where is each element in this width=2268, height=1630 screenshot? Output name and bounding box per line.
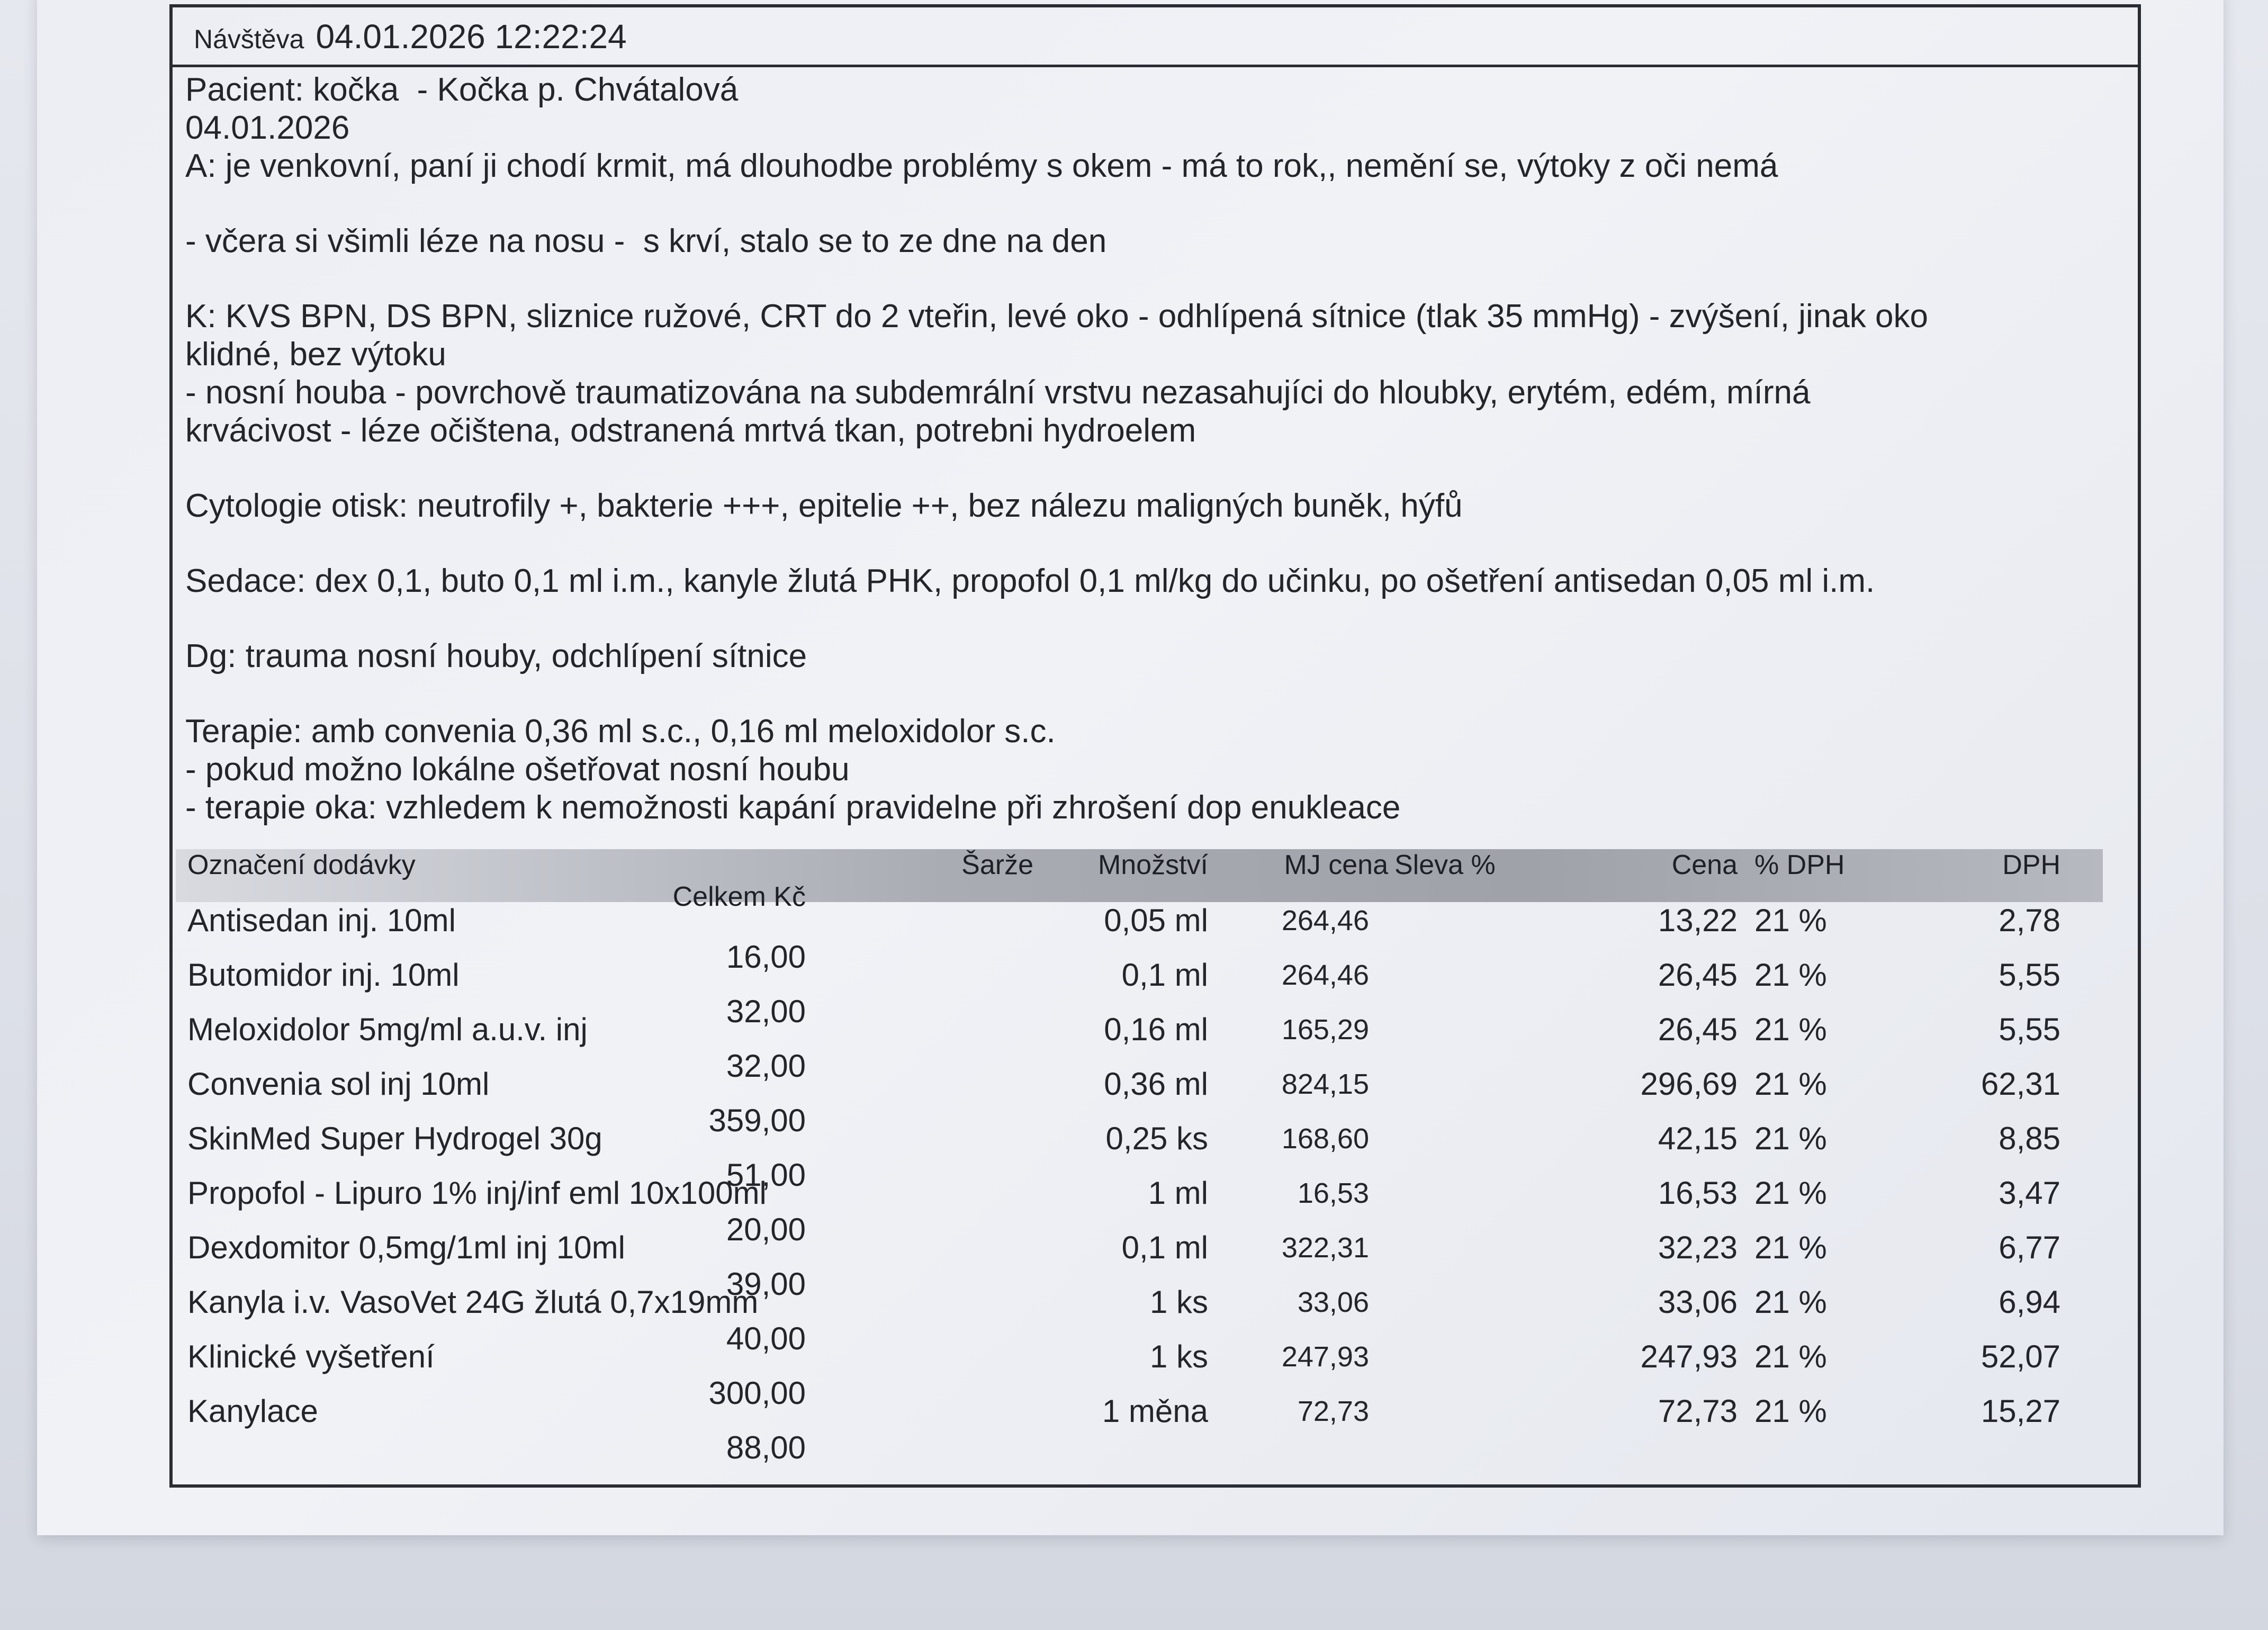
item-name: Butomidor inj. 10ml (187, 957, 460, 993)
item-unit-price: 824,15 (1281, 1068, 1369, 1100)
header-price: Cena (1671, 850, 1738, 880)
visit-label: Návštěva (194, 24, 304, 54)
header-batch: Šarže (961, 850, 1033, 880)
item-unit-price: 168,60 (1281, 1122, 1369, 1155)
record-spacer (185, 525, 2123, 562)
item-qty: 0,36 ml (1104, 1066, 1208, 1102)
item-vat-rate: 21 % (1754, 957, 1827, 993)
item-vat-rate: 21 % (1754, 1284, 1827, 1320)
items-table-header (176, 849, 2103, 912)
header-name: Označení dodávky (187, 850, 416, 880)
table-row (176, 1175, 2103, 1247)
item-name: Convenia sol inj 10ml (187, 1066, 490, 1102)
item-vat: 2,78 (1999, 903, 2060, 938)
item-unit-price: 165,29 (1281, 1013, 1369, 1046)
record-line: - pokud možno lokálne ošetřovat nosní houbu (185, 751, 850, 788)
item-qty: 1 ml (1148, 1175, 1208, 1211)
header-unit-price: MJ cena (1284, 850, 1388, 880)
item-price: 32,23 (1658, 1230, 1738, 1265)
item-price: 26,45 (1658, 957, 1738, 993)
item-vat: 5,55 (1999, 957, 2060, 993)
item-unit-price: 33,06 (1297, 1286, 1369, 1318)
item-price: 33,06 (1658, 1284, 1738, 1320)
header-qty: Množství (1097, 850, 1208, 880)
record-line: Pacient: kočka - Kočka p. Chvátalová (185, 71, 739, 108)
item-price: 72,73 (1658, 1393, 1738, 1429)
item-price: 26,45 (1658, 1012, 1738, 1047)
table-row (176, 1284, 2103, 1356)
table-row (176, 957, 2103, 1029)
item-total: 300,00 (708, 1375, 806, 1411)
item-vat-rate: 21 % (1754, 1230, 1827, 1265)
item-vat-rate: 21 % (1754, 1339, 1827, 1374)
item-vat: 8,85 (1999, 1121, 2060, 1156)
item-vat: 6,77 (1999, 1230, 2060, 1265)
item-vat: 52,07 (1981, 1339, 2060, 1374)
clinical-record (185, 71, 2123, 827)
item-name: Antisedan inj. 10ml (187, 903, 456, 938)
item-vat-rate: 21 % (1754, 1175, 1827, 1211)
item-name: Dexdomitor 0,5mg/1ml inj 10ml (187, 1230, 625, 1265)
record-line: krvácivost - léze očištena, odstranená mrtvá tkan, potrebni hydroelem (185, 412, 1196, 449)
item-vat: 62,31 (1981, 1066, 2060, 1102)
table-row (176, 1066, 2103, 1138)
visit-datetime: 04.01.2026 12:22:24 (316, 17, 627, 56)
record-line: Dg: trauma nosní houby, odchlípení sítnice (185, 638, 807, 674)
item-total: 51,00 (726, 1157, 806, 1193)
item-qty: 1 měna (1102, 1393, 1208, 1429)
item-qty: 0,05 ml (1104, 903, 1208, 938)
item-price: 13,22 (1658, 903, 1738, 938)
visit-header (194, 17, 627, 56)
item-price: 247,93 (1640, 1339, 1738, 1374)
record-spacer (185, 450, 2123, 487)
item-total: 32,00 (726, 1048, 806, 1084)
record-line: - nosní houba - povrchově traumatizována na subdemrální vrstvu nezasahujíci do hloubky, erytém, edém, mírná (185, 374, 1811, 411)
item-unit-price: 322,31 (1281, 1231, 1369, 1264)
record-line: Terapie: amb convenia 0,36 ml s.c., 0,16 ml meloxidolor s.c. (185, 713, 1056, 750)
item-qty: 0,1 ml (1121, 1230, 1208, 1265)
item-qty: 1 ks (1149, 1339, 1208, 1374)
item-vat-rate: 21 % (1754, 1012, 1827, 1047)
item-vat: 3,47 (1999, 1175, 2060, 1211)
record-spacer (185, 185, 2123, 222)
record-line: K: KVS BPN, DS BPN, sliznice ružové, CRT do 2 vteřin, levé oko - odhlípená sítnice (tlak 35 mmHg) - zvýšení, jinak oko (185, 298, 1928, 335)
item-vat: 5,55 (1999, 1012, 2060, 1047)
item-total: 40,00 (726, 1321, 806, 1356)
item-vat: 6,94 (1999, 1284, 2060, 1320)
item-unit-price: 264,46 (1281, 904, 1369, 936)
record-line: Cytologie otisk: neutrofily +, bakterie +++, epitelie ++, bez nálezu maligných buněk, hýfů (185, 488, 1463, 524)
item-unit-price: 16,53 (1297, 1177, 1369, 1209)
record-line: Sedace: dex 0,1, buto 0,1 ml i.m., kanyle žlutá PHK, propofol 0,1 ml/kg do učinku, po ošetření antisedan 0,05 ml i.m. (185, 563, 1875, 599)
item-unit-price: 247,93 (1281, 1340, 1369, 1373)
record-spacer (185, 600, 2123, 637)
item-total: 88,00 (726, 1430, 806, 1465)
record-line: klidné, bez výtoku (185, 336, 446, 373)
header-total: Celkem Kč (672, 881, 806, 912)
item-name: Kanyla i.v. VasoVet 24G žlutá 0,7x19mm (187, 1284, 759, 1320)
item-total: 359,00 (708, 1103, 806, 1138)
items-table-body (176, 902, 2103, 1465)
record-line: 04.01.2026 (185, 110, 350, 146)
item-name: Propofol - Lipuro 1% inj/inf eml 10x100ml (187, 1175, 767, 1211)
item-name: Kanylace (187, 1393, 318, 1429)
item-total: 32,00 (726, 994, 806, 1029)
record-line: A: je venkovní, paní ji chodí krmit, má dlouhodbe problémy s okem - má to rok,, nemění se, výtoky z oči nemá (185, 148, 1778, 184)
record-spacer (185, 676, 2123, 713)
item-vat-rate: 21 % (1754, 1393, 1827, 1429)
item-total: 20,00 (726, 1212, 806, 1247)
item-vat: 15,27 (1981, 1393, 2060, 1429)
item-vat-rate: 21 % (1754, 903, 1827, 938)
item-vat-rate: 21 % (1754, 1121, 1827, 1156)
item-vat-rate: 21 % (1754, 1066, 1827, 1102)
item-price: 16,53 (1658, 1175, 1738, 1211)
item-qty: 0,16 ml (1104, 1012, 1208, 1047)
document-frame (169, 4, 2141, 1488)
header-discount: Sleva % (1394, 850, 1496, 880)
record-spacer (185, 260, 2123, 298)
item-name: Meloxidolor 5mg/ml a.u.v. inj (187, 1012, 588, 1047)
table-row (176, 1393, 2103, 1465)
item-name: Klinické vyšetření (187, 1339, 435, 1374)
item-total: 39,00 (726, 1266, 806, 1302)
record-line: - terapie oka: vzhledem k nemožnosti kapání pravidelne při zhrošení dop enukleace (185, 789, 1401, 826)
item-name: SkinMed Super Hydrogel 30g (187, 1121, 602, 1156)
record-line: - včera si všimli léze na nosu - s krví, stalo se to ze dne na den (185, 223, 1107, 259)
item-price: 42,15 (1658, 1121, 1738, 1156)
header-vat: DPH (2002, 850, 2060, 880)
item-price: 296,69 (1640, 1066, 1738, 1102)
item-total: 16,00 (726, 939, 806, 975)
printed-sheet (37, 0, 2224, 1535)
item-qty: 1 ks (1149, 1284, 1208, 1320)
item-qty: 0,1 ml (1121, 957, 1208, 993)
item-unit-price: 264,46 (1281, 959, 1369, 991)
header-vat-rate: % DPH (1754, 850, 1845, 880)
item-qty: 0,25 ks (1105, 1121, 1208, 1156)
items-table (176, 849, 2103, 1465)
item-unit-price: 72,73 (1297, 1395, 1369, 1427)
header-divider (173, 65, 2138, 67)
